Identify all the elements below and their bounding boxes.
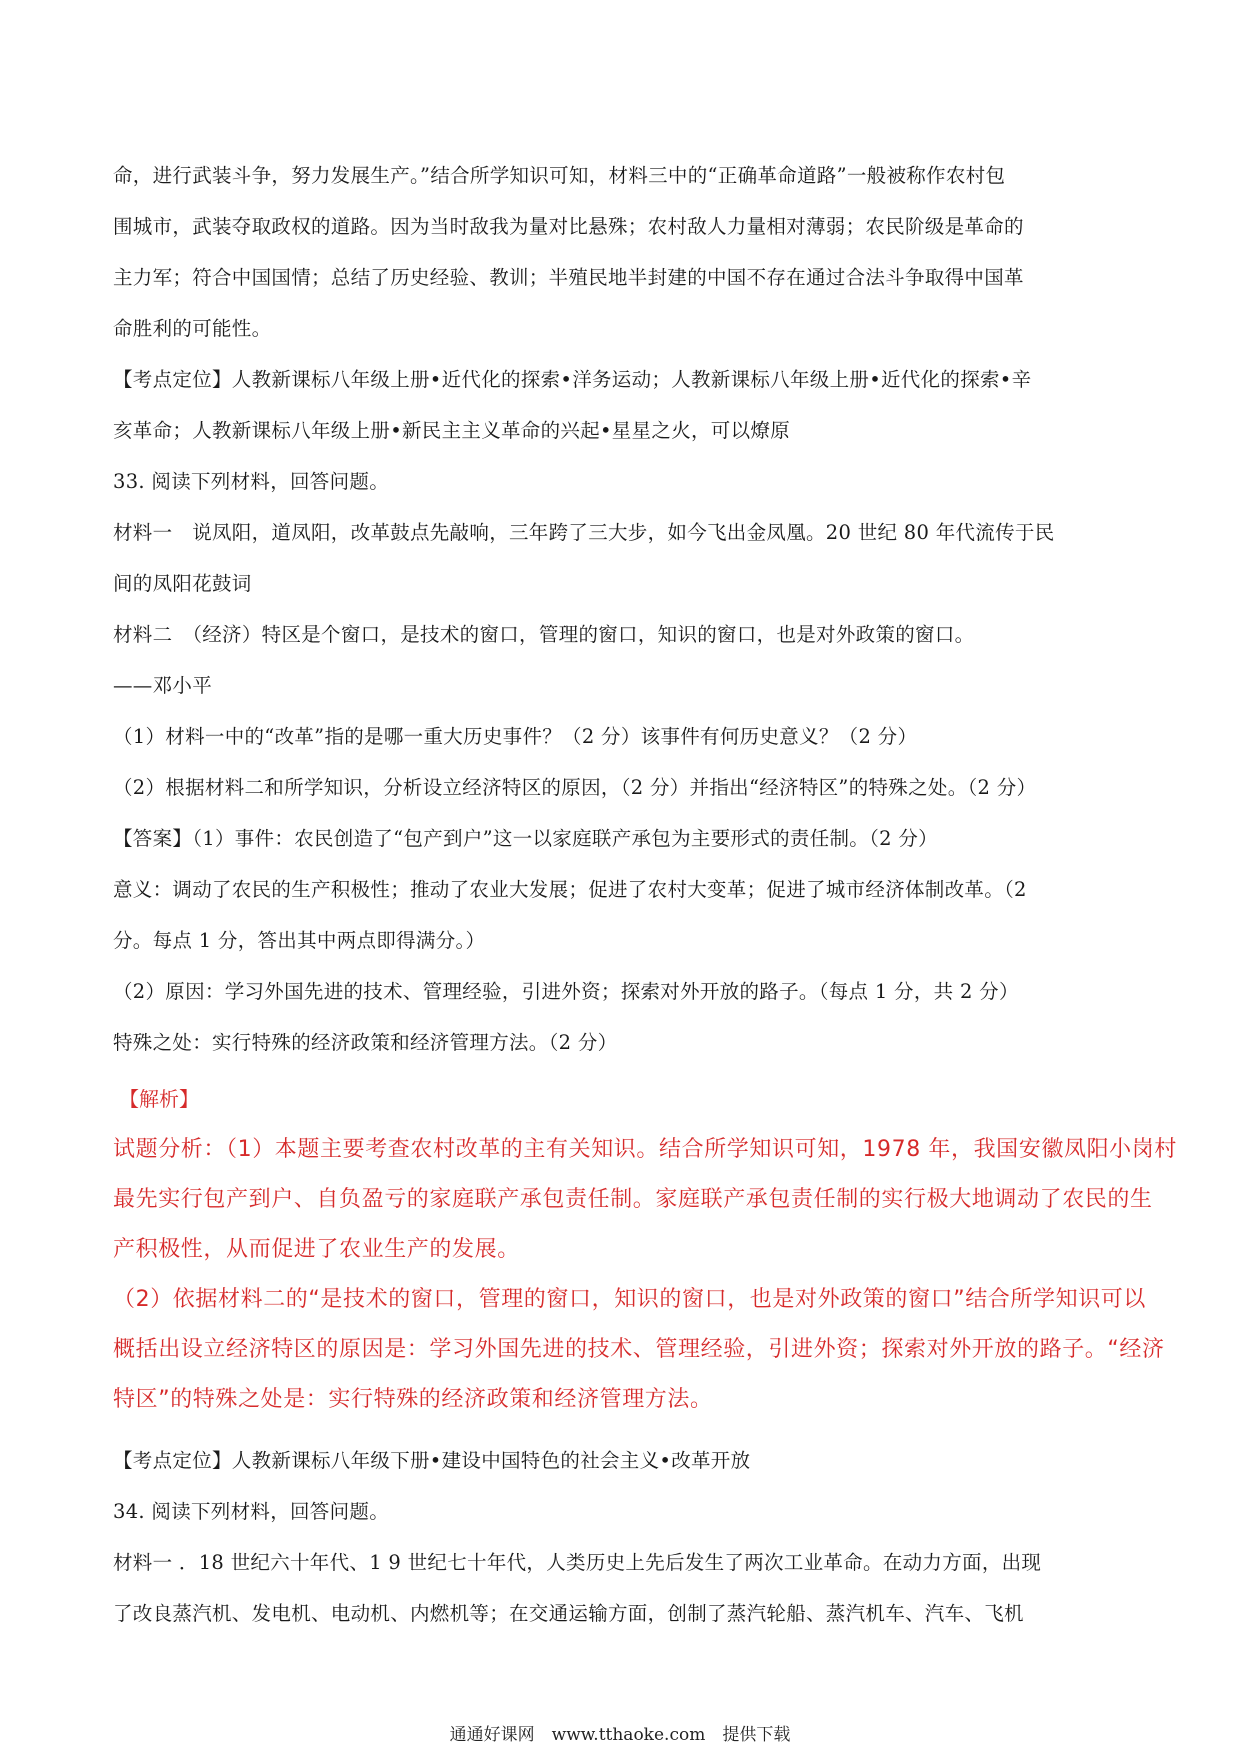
analysis-line: 特区”的特殊之处是：实行特殊的经济政策和经济管理方法。 bbox=[113, 1387, 713, 1412]
exam-point-label: 【考点定位】人教新课标八年级上册•近代化的探索•洋务运动；人教新课标八年级上册•近代化的探索•辛 bbox=[113, 368, 1032, 391]
text-line: 命，进行武装斗争，努力发展生产。”结合所学知识可知，材料三中的“正确革命道路”一般被称作农村包 bbox=[113, 164, 1006, 187]
material-1: 材料一 说凤阳，道凤阳，改革鼓点先敲响，三年跨了三大步，如今飞出金凤凰。20 世纪 80 年代流传于民 bbox=[113, 521, 1055, 544]
sub-question-2: （2）根据材料二和所学知识，分析设立经济特区的原因，（2 分）并指出“经济特区”的特殊之处。（2 分） bbox=[113, 776, 1037, 799]
analysis-line: 试题分析：（1）本题主要考查农村改革的主有关知识。结合所学知识可知，1978 年，我国安徽凤阳小岗村 bbox=[113, 1137, 1177, 1162]
sub-question-1: （1）材料一中的“改革”指的是哪一重大历史事件？（2 分）该事件有何历史意义？（2 分） bbox=[113, 725, 918, 748]
material-2: 材料二 （经济）特区是个窗口，是技术的窗口，管理的窗口，知识的窗口，也是对外政策的窗口。 bbox=[113, 623, 975, 646]
analysis-line: （2）依据材料二的“是技术的窗口，管理的窗口，知识的窗口，也是对外政策的窗口”结合所学知识可以 bbox=[113, 1287, 1146, 1312]
text-line: 间的凤阳花鼓词 bbox=[113, 572, 252, 595]
text-line: 命胜利的可能性。 bbox=[113, 317, 272, 340]
page-content bbox=[113, 150, 1177, 1639]
analysis-line: 概括出设立经济特区的原因是：学习外国先进的技术、管理经验，引进外资；探索对外开放的路子。“经济 bbox=[113, 1337, 1165, 1362]
text-line: 亥革命；人教新课标八年级上册•新民主主义革命的兴起•星星之火，可以燎原 bbox=[113, 419, 791, 442]
material-1: 材料一 ．18 世纪六十年代、1 9 世纪七十年代，人类历史上先后发生了两次工业革命。在动力方面，出现 bbox=[113, 1551, 1042, 1574]
answer-label: 【答案】（1）事件：农民创造了“包产到户”这一以家庭联产承包为主要形式的责任制。（2 分） bbox=[113, 827, 938, 850]
analysis-line: 最先实行包产到户、自负盈亏的家庭联产承包责任制。家庭联产承包责任制的实行极大地调动了农民的生 bbox=[113, 1187, 1153, 1212]
text-line: （2）原因：学习外国先进的技术、管理经验，引进外资；探索对外开放的路子。（每点 1 分，共 2 分） bbox=[113, 980, 1019, 1003]
text-line: 主力军；符合中国国情；总结了历史经验、教训；半殖民地半封建的中国不存在通过合法斗争取得中国革 bbox=[113, 266, 1024, 289]
text-line: 了改良蒸汽机、发电机、电动机、内燃机等；在交通运输方面，创制了蒸汽轮船、蒸汽机车、汽车、飞机 bbox=[113, 1602, 1024, 1625]
text-line: 意义：调动了农民的生产积极性；推动了农业大发展；促进了农村大变革；促进了城市经济体制改革。（2 bbox=[113, 878, 1027, 901]
page-footer: 通通好课网 www.tthaoke.com 提供下载 bbox=[449, 1725, 791, 1745]
text-line: 围城市，武装夺取政权的道路。因为当时敌我为量对比悬殊；农村敌人力量相对薄弱；农民阶级是革命的 bbox=[113, 215, 1024, 238]
quote-attribution: ——邓小平 bbox=[113, 674, 212, 697]
text-block-2 bbox=[113, 1435, 1143, 1639]
text-line: 分。每点 1 分，答出其中两点即得满分。） bbox=[113, 929, 486, 952]
exam-point-label: 【考点定位】人教新课标八年级下册•建设中国特色的社会主义•改革开放 bbox=[113, 1449, 751, 1472]
text-line: 特殊之处：实行特殊的经济政策和经济管理方法。（2 分） bbox=[113, 1031, 618, 1054]
analysis-label: 【解析】 bbox=[119, 1087, 199, 1111]
analysis-line: 产积极性，从而促进了农业生产的发展。 bbox=[113, 1237, 520, 1262]
analysis-block bbox=[113, 1125, 1177, 1425]
text-block-1 bbox=[113, 150, 1143, 1068]
question-34-heading: 34. 阅读下列材料，回答问题。 bbox=[113, 1500, 390, 1523]
question-33-heading: 33. 阅读下列材料，回答问题。 bbox=[113, 470, 390, 493]
